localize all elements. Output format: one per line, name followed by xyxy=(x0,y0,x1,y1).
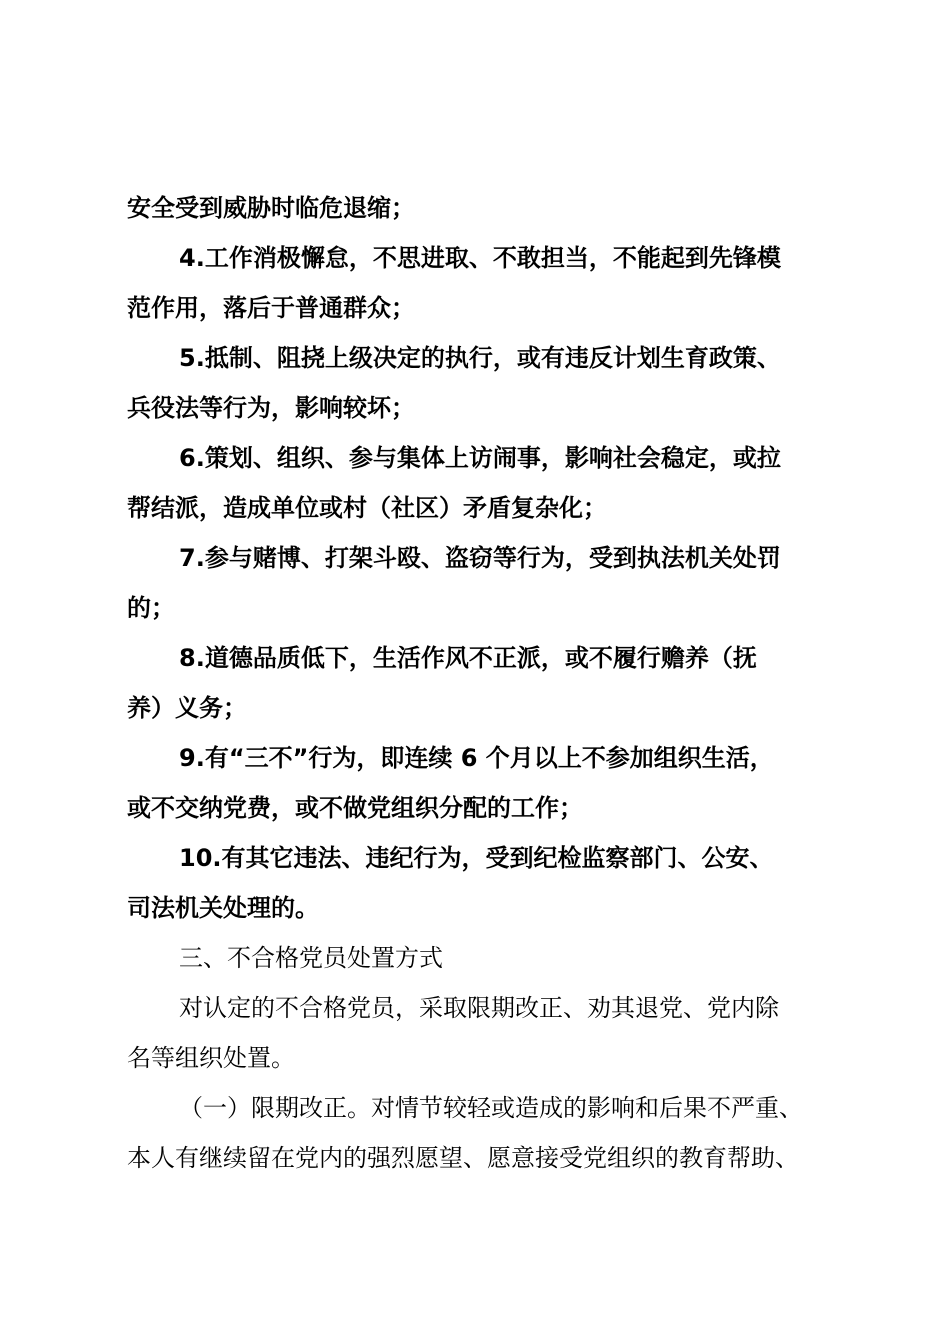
text-line: 或不交纳党费，或不做党组织分配的工作； xyxy=(127,794,583,822)
text-line: 养）义务； xyxy=(127,694,247,722)
text-line: （一）限期改正。对情节较轻或造成的影响和后果不严重、 xyxy=(179,1094,803,1122)
text-line: 9.有“三不”行为，即连续 6 个月以上不参加组织生活， xyxy=(179,744,774,772)
text-line: 7.参与赌博、打架斗殴、盗窃等行为，受到执法机关处罚 xyxy=(179,544,781,572)
text-line: 安全受到威胁时临危退缩； xyxy=(127,194,415,222)
text-line: 的； xyxy=(127,594,175,622)
text-line: 司法机关处理的。 xyxy=(127,894,319,922)
text-line: 兵役法等行为，影响较坏； xyxy=(127,394,415,422)
text-line: 5.抵制、阻挠上级决定的执行，或有违反计划生育政策、 xyxy=(179,344,781,372)
text-line: 10.有其它违法、违纪行为，受到纪检监察部门、公安、 xyxy=(179,844,774,872)
text-line: 名等组织处置。 xyxy=(127,1044,295,1072)
text-line: 范作用，落后于普通群众； xyxy=(127,294,415,322)
text-line: 6.策划、组织、参与集体上访闹事，影响社会稳定，或拉 xyxy=(179,444,781,472)
text-line: 对认定的不合格党员，采取限期改正、劝其退党、党内除 xyxy=(179,994,779,1022)
text-line: 8.道德品质低下，生活作风不正派，或不履行赡养（抚 xyxy=(179,644,757,672)
document-body xyxy=(127,183,835,1183)
text-line: 本人有继续留在党内的强烈愿望、愿意接受党组织的教育帮助、 xyxy=(127,1144,799,1172)
text-line: 帮结派，造成单位或村（社区）矛盾复杂化； xyxy=(127,494,607,522)
text-line: 4.工作消极懈怠，不思进取、不敢担当，不能起到先锋模 xyxy=(179,244,781,272)
text-line: 三、不合格党员处置方式 xyxy=(179,944,443,972)
